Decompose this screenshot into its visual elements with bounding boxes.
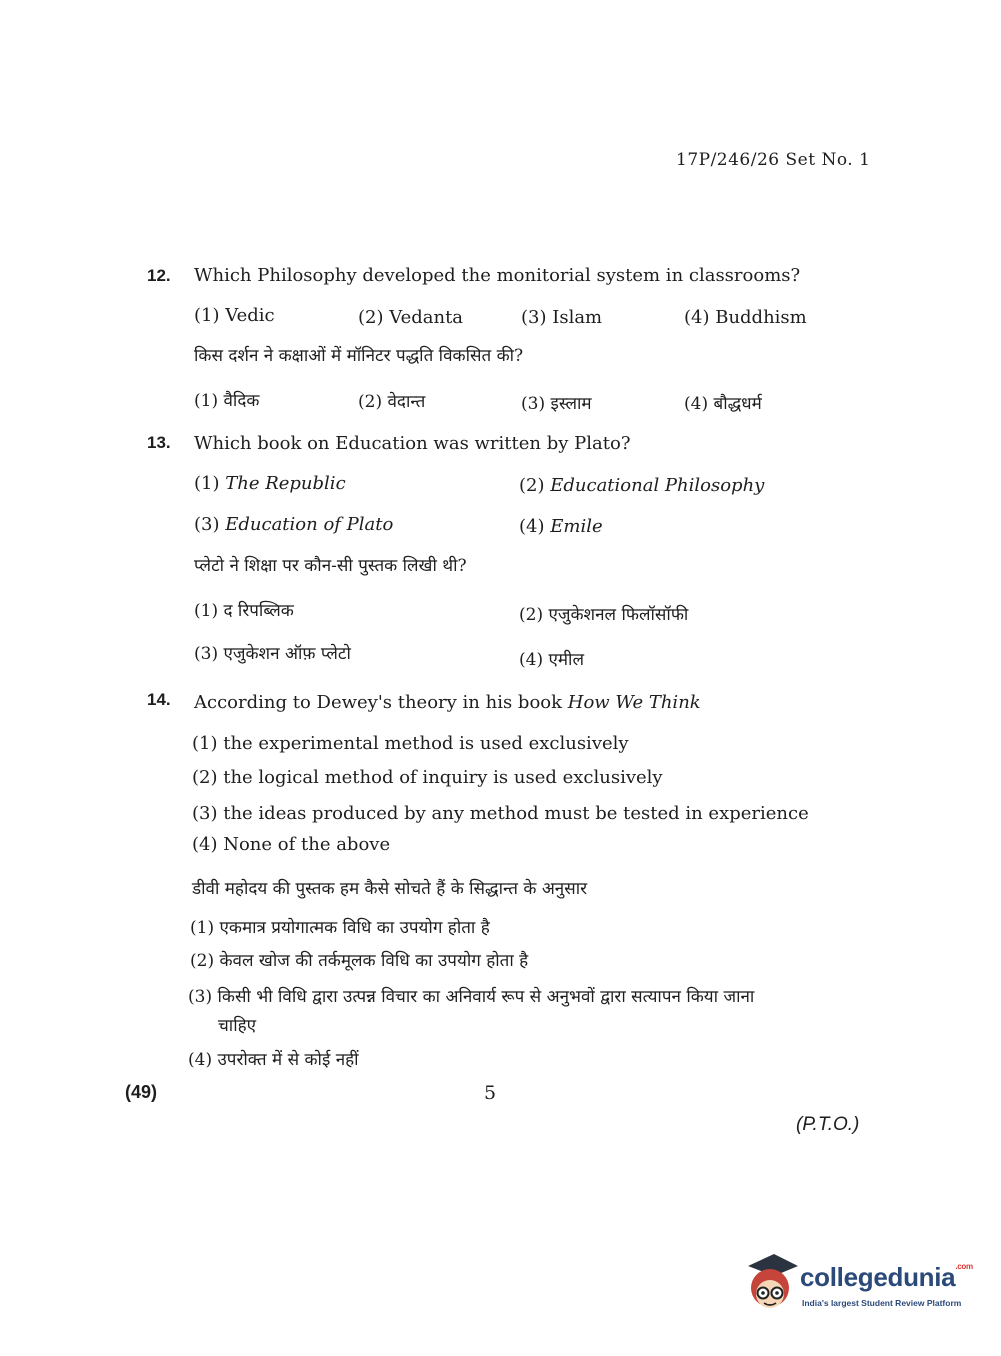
question-14-book-title: How We Think [567, 692, 701, 713]
q14-option-1: (1) the experimental method is used exclusively [192, 733, 629, 754]
q13-option-4 [519, 516, 603, 537]
q12-option-1: (1) Vedic [194, 305, 275, 326]
q14-option-1-hindi: (1) एकमात्र प्रयोगात्मक विधि का उपयोग होता है [190, 918, 490, 938]
q12-option-2-hindi: (2) वेदान्त [358, 392, 426, 412]
q13-option-2-title: Educational Philosophy [550, 475, 765, 496]
q13-option-2-num: (2) [519, 475, 545, 496]
q13-option-1-hindi: (1) द रिपब्लिक [194, 601, 294, 621]
q13-option-1-title: The Republic [225, 473, 346, 494]
q14-option-3: (3) the ideas produced by any method must be tested in experience [192, 803, 809, 824]
paper-code: (49) [125, 1082, 158, 1102]
q13-option-2 [519, 475, 764, 496]
mascot-icon [742, 1250, 800, 1316]
q14-option-3-hindi-cont: चाहिए [218, 1016, 257, 1036]
q13-option-1 [194, 473, 346, 494]
question-12-number: 12. [147, 266, 171, 285]
q12-option-4-hindi: (4) बौद्धधर्म [684, 394, 762, 414]
q12-option-3-hindi: (3) इस्लाम [521, 394, 592, 414]
q12-option-2: (2) Vedanta [358, 307, 464, 328]
q13-option-3-hindi: (3) एजुकेशन ऑफ़ प्लेटो [194, 644, 351, 664]
q13-option-4-num: (4) [519, 516, 545, 537]
question-14-number: 14. [147, 690, 171, 709]
brand-name [800, 1262, 973, 1293]
question-14-text-hindi: डीवी महोदय की पुस्तक हम कैसे सोचते हैं के सिद्धान्त के अनुसार [192, 879, 588, 899]
q14-option-4: (4) None of the above [192, 834, 391, 855]
q13-option-4-hindi: (4) एमील [519, 650, 584, 670]
question-14-text-prefix: According to Dewey's theory in his book [194, 692, 563, 713]
brand-tagline: India's largest Student Review Platform [802, 1298, 962, 1308]
set-number: 17P/246/26 Set No. 1 [676, 150, 871, 170]
q12-option-4: (4) Buddhism [684, 307, 807, 328]
q14-option-3-hindi: (3) किसी भी विधि द्वारा उत्पन्न विचार का अनिवार्य रूप से अनुभवों द्वारा सत्यापन किया जाना [188, 987, 755, 1007]
q13-option-4-title: Emile [550, 516, 603, 537]
q13-option-3-title: Education of Plato [225, 514, 394, 535]
brand-suffix: .com [955, 1262, 973, 1271]
question-14-text [194, 692, 701, 713]
question-12-text: Which Philosophy developed the monitorial system in classrooms? [194, 265, 801, 286]
brand-word: collegedunia [800, 1262, 956, 1292]
q12-option-1-hindi: (1) वैदिक [194, 391, 260, 411]
q14-option-2: (2) the logical method of inquiry is used exclusively [192, 767, 663, 788]
question-12-text-hindi: किस दर्शन ने कक्षाओं में मॉनिटर पद्धति विकसित की? [194, 346, 524, 366]
question-13-text-hindi: प्लेटो ने शिक्षा पर कौन-सी पुस्तक लिखी थी? [194, 556, 467, 576]
q14-option-2-hindi: (2) केवल खोज की तर्कमूलक विधि का उपयोग होता है [190, 951, 529, 971]
question-13-number: 13. [147, 433, 171, 452]
please-turn-over: (P.T.O.) [796, 1114, 860, 1135]
q12-option-3: (3) Islam [521, 307, 603, 328]
q13-option-2-hindi: (2) एजुकेशनल फिलॉसॉफी [519, 605, 689, 625]
q13-option-1-num: (1) [194, 473, 220, 494]
question-13-text: Which book on Education was written by Plato? [194, 433, 631, 454]
collegedunia-logo [742, 1250, 972, 1316]
q13-option-3-num: (3) [194, 514, 220, 535]
q13-option-3 [194, 514, 393, 535]
q14-option-4-hindi: (4) उपरोक्त में से कोई नहीं [188, 1050, 359, 1070]
page-number: 5 [484, 1082, 497, 1104]
